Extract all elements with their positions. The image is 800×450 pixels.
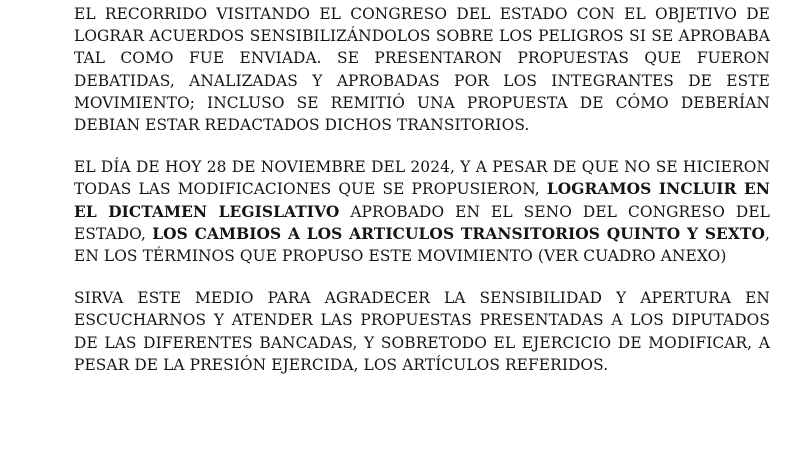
paragraph-recorrido: EL RECORRIDO VISITANDO EL CONGRESO DEL ESTADO CON EL OBJETIVO DE LOGRAR ACUERDOS SENSIBILIZÁNDOLOS SOBRE LOS PELIGROS SI SE APROBABA TAL COMO FUE ENVIADA. SE PRESENTARON PROPUESTAS QUE FUERON DEBATIDAS, ANALIZADAS Y APROBADAS POR LOS INTEGRANTES DE ESTE MOVIMIENTO; INCLUSO SE REMITIÓ UNA PROPUESTA DE CÓMO DEBERÍAN DEBIAN ESTAR REDACTADOS DICHOS TRANSITORIOS. — [74, 5, 770, 135]
paragraph-dictamen-end: , EN LOS TÉRMINOS QUE PROPUSO ESTE MOVIMIENTO (VER CUADRO ANEXO) — [74, 224, 770, 266]
bold-cambios-transitorios: LOS CAMBIOS A LOS ARTICULOS TRANSITORIOS QUINTO Y SEXTO — [152, 224, 765, 243]
paragraph-dictamen — [74, 156, 770, 267]
paragraph-dictamen-intro: EL DÍA DE HOY 28 DE NOVIEMBRE DEL 2024, Y A PESAR DE QUE NO SE HICIERON TODAS LAS MODIFICACIONES QUE SE PROPUSIERON, — [74, 158, 770, 199]
bold-logramos-incluir: LOGRAMOS INCLUIR EN EL DICTAMEN LEGISLATIVO — [74, 180, 771, 221]
paragraph-dictamen-middle: APROBADO EN EL SENO DEL CONGRESO DEL ESTADO, — [74, 202, 770, 243]
paragraph-agradecimiento: SIRVA ESTE MEDIO PARA AGRADECER LA SENSIBILIDAD Y APERTURA EN ESCUCHARNOS Y ATENDER LAS PROPUESTAS PRESENTADAS A LOS DIPUTADOS DE LAS DIFERENTES BANCADAS, Y SOBRETODO EL EJERCICIO DE MODIFICAR, A PESAR DE LA PRESIÓN EJERCIDA, LOS ARTÍCULOS REFERIDOS. — [74, 289, 770, 374]
document-body — [74, 3, 770, 376]
